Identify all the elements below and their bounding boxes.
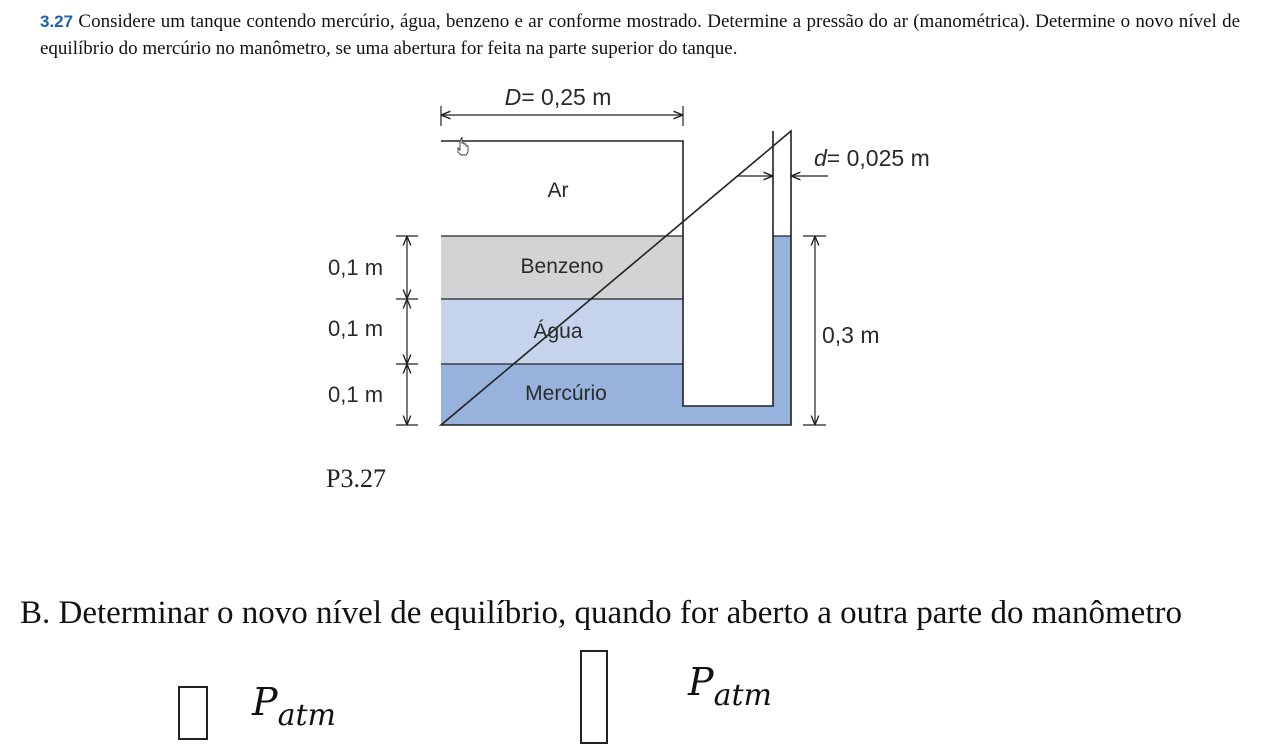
- dim-layer3: 0,1 m: [328, 382, 384, 407]
- label-mercury: Mercúrio: [525, 382, 607, 405]
- patm-left: $P_{atm}$: [252, 680, 336, 733]
- hand-cursor-icon: [458, 137, 468, 155]
- label-benzene: Benzeno: [520, 255, 604, 278]
- part-b-text: B. Determinar o novo nível de equilíbrio, quando for aberto a outra parte do manômetro: [20, 595, 1182, 631]
- dim-layer2: 0,1 m: [328, 316, 384, 341]
- label-water: Água: [533, 320, 583, 343]
- problem-text: Considere um tanque contendo mercúrio, água, benzeno e ar conforme mostrado. Determine a pressão do ar (manométrica). Determine o novo nível de equilíbrio do mercúrio no manômetro, se uma abertura for feita na parte superior do tanque.: [40, 11, 1241, 59]
- dim-manometer-height: 0,3 m: [822, 322, 880, 348]
- diameter-label: D= 0,25 m: [504, 84, 612, 110]
- tube-diameter-label: d= 0,025 m: [814, 145, 930, 171]
- sketch-tank-left: [178, 686, 208, 740]
- figure-caption: P3.27: [326, 464, 386, 493]
- label-air: Ar: [547, 179, 569, 202]
- dim-layer1: 0,1 m: [328, 255, 384, 280]
- patm-right: $P_{atm}$: [688, 660, 772, 713]
- sketch-tank-right: [580, 650, 608, 744]
- problem-number: 3.27: [40, 12, 74, 31]
